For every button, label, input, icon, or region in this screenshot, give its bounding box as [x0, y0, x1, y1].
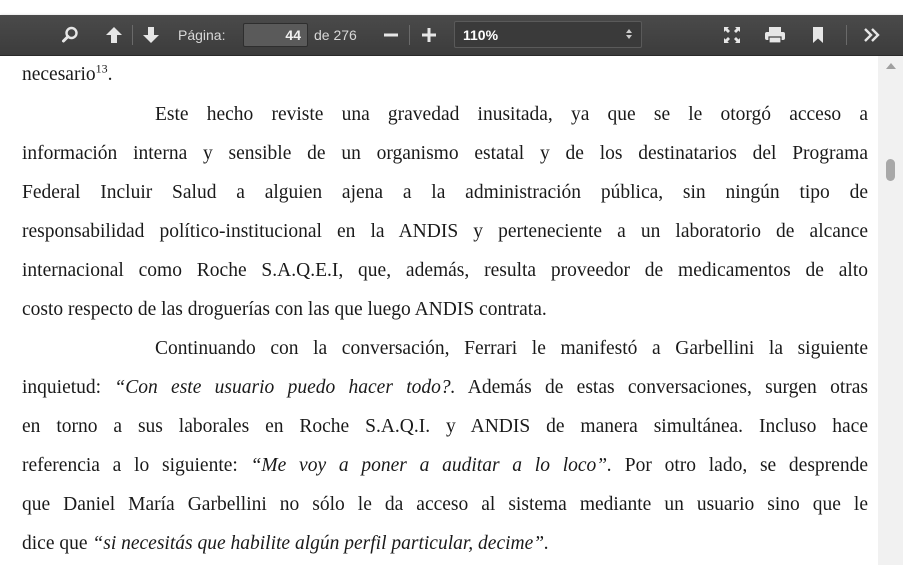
- plus-icon[interactable]: [418, 15, 440, 55]
- separator: [132, 25, 133, 45]
- paragraph-1-line-2: información interna y sensible de un organismo estatal y de los destinatarios del Programa: [22, 143, 868, 164]
- text-line: necesario$^{13}$.: [22, 61, 113, 85]
- search-icon[interactable]: [58, 15, 82, 55]
- double-chevron-right-icon[interactable]: [859, 15, 885, 55]
- paragraph-2-line-3: en torno a sus laborales en Roche S.A.Q.I. y ANDIS de manera simultánea. Incluso hace: [22, 416, 868, 437]
- paragraph-2-line-6: dice que “si necesitás que habilite algún perfil particular, decime”.: [22, 533, 549, 554]
- vertical-scrollbar[interactable]: [878, 56, 903, 565]
- bookmark-icon[interactable]: [808, 15, 828, 55]
- paragraph-1-line-5: internacional como Roche S.A.Q.E.I, que, además, resulta proveedor de medicamentos de alto: [22, 260, 868, 281]
- paragraph-2-line-4: referencia a lo siguiente: “Me voy a poner a auditar a lo loco”. Por otro lado, se desprende: [22, 455, 868, 476]
- select-arrows-icon: [625, 27, 633, 43]
- paragraph-1-line-4: responsabilidad político-institucional en la ANDIS y perteneciente a un laboratorio de alcance: [22, 221, 868, 242]
- pdf-toolbar: [0, 15, 903, 56]
- paragraph-2-line-1: Continuando con la conversación, Ferrari le manifestó a Garbellini la siguiente: [155, 338, 868, 359]
- zoom-value: 110%: [463, 26, 499, 43]
- minus-icon[interactable]: [380, 15, 402, 55]
- print-icon[interactable]: [762, 15, 788, 55]
- quote: “si necesitás que habilite algún perfil particular, decime”.: [92, 533, 549, 554]
- paragraph-2-line-2: inquietud: “Con este usuario puedo hacer todo?. Además de estas conversaciones, surgen otras: [22, 377, 869, 398]
- quote: “Con este usuario puedo hacer todo?.: [114, 377, 456, 398]
- top-band: [0, 0, 903, 15]
- quote: “Me voy a poner a auditar a lo loco”.: [250, 455, 612, 476]
- scrollbar-thumb[interactable]: [886, 159, 895, 181]
- separator: [846, 25, 847, 45]
- scroll-up-arrow-icon[interactable]: [878, 56, 903, 76]
- paragraph-1-line-3: Federal Incluir Salud a alguien ajena a la administración pública, sin ningún tipo de: [22, 182, 868, 203]
- paragraph-1-line-6: costo respecto de las droguerías con las que luego ANDIS contrata.: [22, 299, 547, 320]
- arrow-up-icon[interactable]: [102, 15, 126, 55]
- page-label: Página:: [178, 27, 226, 43]
- fullscreen-icon[interactable]: [721, 15, 743, 55]
- document-page: [0, 56, 878, 565]
- paragraph-2-line-5: que Daniel María Garbellini no sólo le da acceso al sistema mediante un usuario sino que le: [22, 494, 868, 515]
- separator: [409, 25, 410, 45]
- page-total: de 276: [314, 27, 357, 43]
- page-number-input[interactable]: [243, 23, 308, 47]
- paragraph-1-line-1: Este hecho reviste una gravedad inusitada, ya que se le otorgó acceso a: [155, 104, 868, 125]
- zoom-select[interactable]: [454, 21, 642, 48]
- arrow-down-icon[interactable]: [139, 15, 163, 55]
